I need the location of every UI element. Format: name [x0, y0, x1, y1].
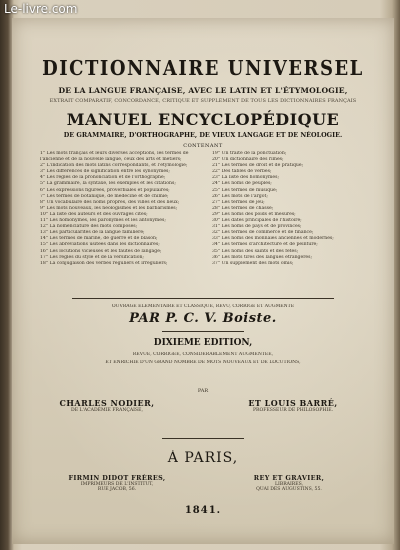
title-page — [12, 18, 394, 544]
contents-item: 11° Les homonymes, les paronymes et les antonymes; — [40, 218, 166, 224]
publisher-2-addr: QUAI DES AUGUSTINS, 55. — [256, 487, 322, 492]
publication-year: 1841. — [184, 505, 222, 516]
publisher-1 — [52, 474, 182, 492]
editor-1 — [42, 398, 172, 413]
contents-right-column — [212, 151, 372, 267]
divider-rule-short — [162, 331, 244, 332]
contents-item: l'ancienne et de la nouvelle langue, ceux des arts et métiers; — [40, 157, 182, 163]
contents-item: 31° Les noms de pays et de provinces; — [212, 224, 302, 230]
editor-1-desc: DE L'ACADÉMIE FRANÇAISE, — [71, 408, 143, 413]
contents-item: 10° La liste des auteurs et des ouvrages cités; — [40, 211, 148, 217]
contents-item: 37° Un supplément des mots omis; — [212, 260, 294, 266]
contents-item: 23° La liste des homonymes; — [212, 175, 280, 181]
book-title: DICTIONNAIRE UNIVERSEL — [42, 56, 364, 81]
watermark-text: Le-livre.com — [4, 2, 78, 16]
editor-2-desc: PROFESSEUR DE PHILOSOPHIE. — [252, 408, 334, 413]
subtitle-line-2: EXTRAIT COMPARATIF, CONCORDANCE, CRITIQUE ET SUPPLÉMENT DE TOUS LES DICTIONNAIRES FRANÇAIS — [49, 98, 357, 104]
divider-rule — [72, 298, 334, 299]
contents-item: 21° Les termes de droit et de pratique; — [212, 163, 304, 169]
edition-note-2: ET ENRICHIE D'UN GRAND NOMBRE DE MOTS NOUVEAUX ET DE LOCUTIONS, — [105, 360, 301, 365]
publisher-1-desc: IMPRIMEURS DE L'INSTITUT, — [80, 482, 154, 487]
par-label: PAR — [197, 388, 209, 394]
contents-left-column — [40, 151, 200, 267]
contents-item: 3° Les différences de signification entre les synonymes; — [40, 169, 170, 175]
contents-item: 32° Les termes de commerce et de finance; — [212, 230, 314, 236]
contents-item: 24° Les noms de peuples; — [212, 181, 272, 187]
contents-item: 15° Les abréviations usitées dans les dictionnaires; — [40, 242, 160, 248]
contents-columns — [40, 151, 372, 271]
contents-item: 19° Un traité de la ponctuation; — [212, 151, 287, 156]
small-note: OUVRAGE ÉLÉMENTAIRE ET CLASSIQUE, REVU, CORRIGÉ ET AUGMENTÉ — [111, 304, 295, 309]
contents-item: 4° Les regles de la prononciation et de l'orthographe; — [40, 175, 166, 181]
contents-item: 36° Les mots tirés des langues étrangères; — [212, 254, 313, 260]
subtitle-line-3: DE GRAMMAIRE, D'ORTHOGRAPHE, DE VIEUX LANGAGE ET DE NÉOLOGIE. — [63, 131, 343, 139]
subtitle-line-1: DE LA LANGUE FRANÇAISE, AVEC LE LATIN ET L'ÉTYMOLOGIE, — [58, 86, 348, 95]
editor-2 — [228, 398, 358, 413]
publisher-2 — [224, 474, 354, 492]
edition-label: DIXIÈME ÉDITION, — [153, 338, 253, 348]
publisher-1-addr: RUE JACOB, 56. — [97, 487, 137, 492]
publisher-2-name: REY ET GRAVIER, — [253, 474, 325, 482]
editors — [32, 398, 374, 428]
contents-item: 5° La grammaire, la syntaxe, les exemples et les citations; — [40, 181, 176, 187]
contents-item: 2° L'indication des mots latins correspondants, et l'étymologie; — [40, 163, 188, 169]
contents-item: 14° Les termes de marine, de guerre et de blason; — [40, 236, 158, 242]
contents-item: 26° Les mots de l'argot; — [212, 193, 268, 199]
contents-item: 9° Les mots nouveaux, les néologismes et les barbarismes; — [40, 205, 178, 211]
contents-item: 34° Les termes d'architecture et de peinture; — [212, 242, 318, 248]
contents-item: 33° Les noms des monnaies anciennes et modernes; — [212, 236, 334, 242]
contents-item: 8° Un vocabulaire des noms propres, des villes et des lieux; — [40, 199, 180, 205]
contents-item: 18° La conjugaison des verbes réguliers et irréguliers; — [40, 260, 168, 266]
contents-item: 28° Les termes de chasse; — [212, 205, 274, 211]
book-title-secondary: MANUEL ENCYCLOPÉDIQUE — [66, 110, 340, 129]
contents-item: 1° Les mots français et leurs diverses acceptions, les termes de — [40, 151, 189, 156]
contents-item: 6° Les expressions figurées, proverbiales et populaires; — [40, 187, 170, 193]
contents-item: 35° Les noms des saints et des fêtes; — [212, 248, 299, 254]
contents-item: 25° Les termes de musique; — [212, 187, 278, 193]
contents-item: 7° Les termes de botanique, de médecine et de chimie; — [40, 193, 169, 199]
contents-item: 20° Un dictionnaire des rimes; — [212, 157, 284, 163]
divider-rule-short-2 — [162, 438, 244, 439]
publisher-2-desc: LIBRAIRES, — [274, 482, 304, 487]
editor-2-name: ET LOUIS BARRÉ, — [248, 398, 338, 408]
editor-1-name: CHARLES NODIER, — [59, 398, 155, 408]
contents-item: 16° Les locutions vicieuses et les fautes de langage; — [40, 248, 162, 254]
contents-item: 17° Les regles du style et de la versification; — [40, 254, 144, 260]
contenant-label: CONTENANT — [183, 143, 223, 149]
contents-item: 13° Les particularités de la langue familière; — [40, 230, 145, 236]
edition-note-1: REVUE, CORRIGÉE, CONSIDÉRABLEMENT AUGMENTÉE, — [132, 352, 274, 357]
publisher-1-name: FIRMIN DIDOT FRÈRES, — [68, 474, 166, 482]
contents-item: 12° La nomenclature des mots composés; — [40, 224, 138, 230]
contents-item: 22° Des tables de verbes; — [212, 169, 272, 175]
contents-item: 29° Les noms des poids et mesures; — [212, 211, 296, 217]
contents-item: 30° Les dates principales de l'histoire; — [212, 218, 302, 224]
city: À PARIS, — [167, 450, 239, 466]
contents-item: 27° Les termes de jeu; — [212, 199, 265, 205]
author-line: PAR P. C. V. Boiste. — [129, 311, 277, 326]
